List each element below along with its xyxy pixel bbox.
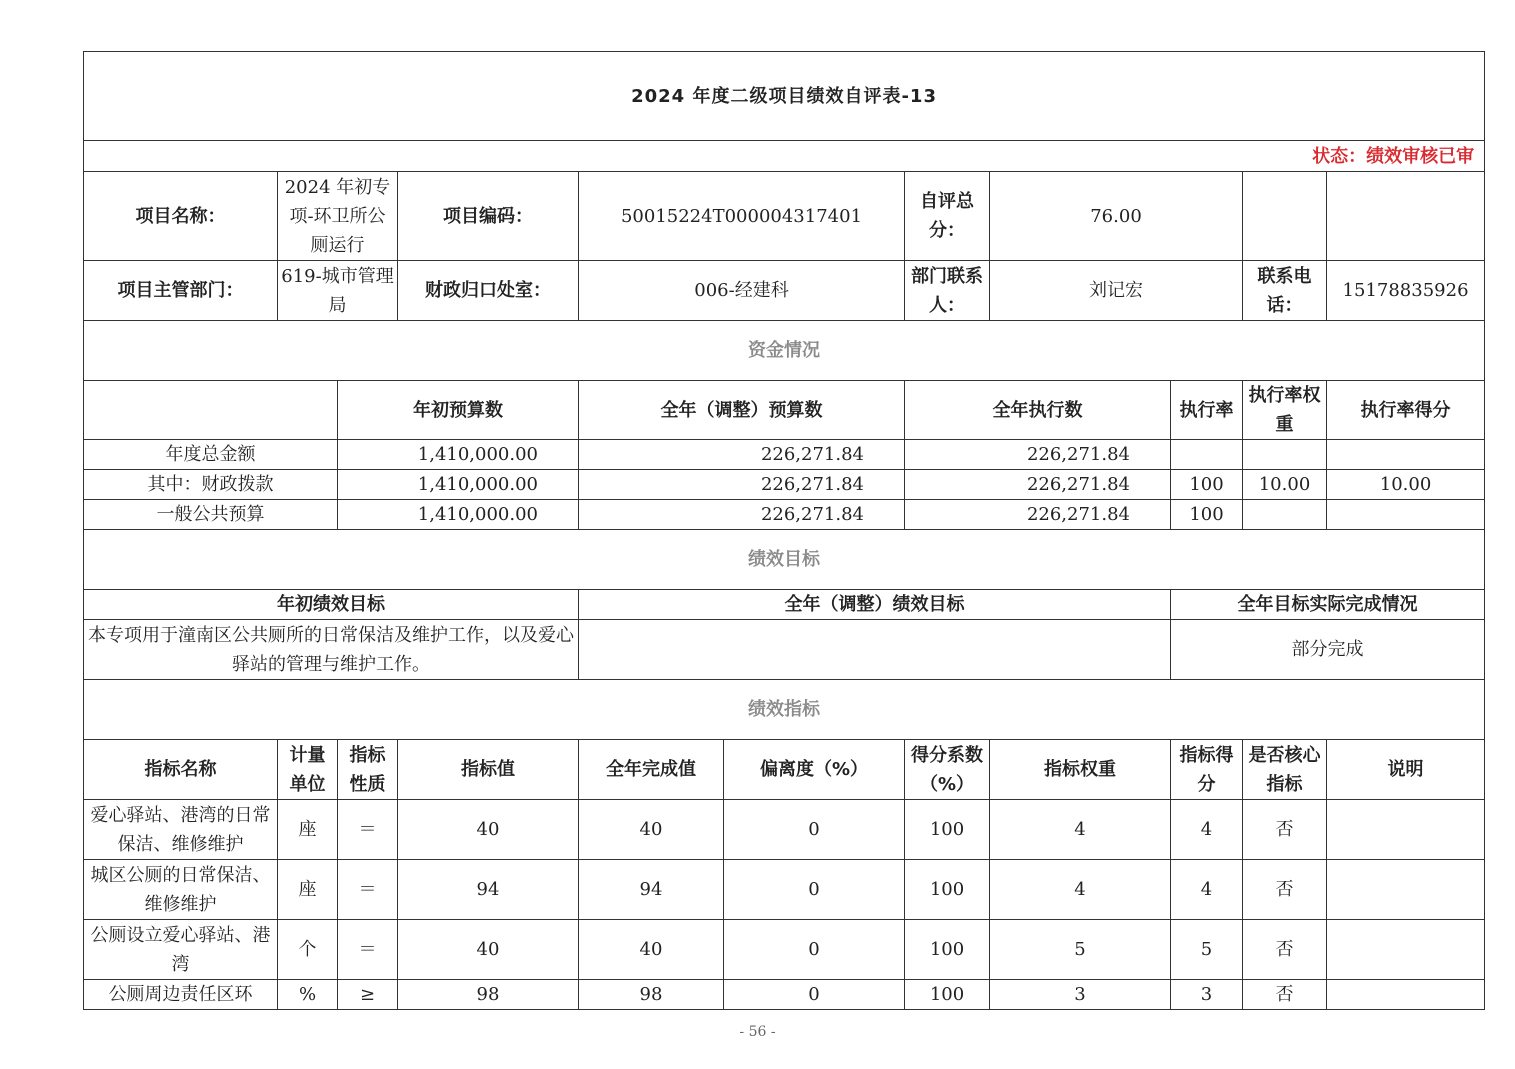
- table-row: [84, 500, 1485, 530]
- table-row: [84, 470, 1485, 500]
- indicator-header: 得分系数（%）: [905, 740, 990, 800]
- indicator-deviation: 0: [724, 800, 905, 860]
- funds-row-label: 一般公共预算: [84, 500, 338, 530]
- indicator-coef: 100: [905, 920, 990, 980]
- table-row: [84, 980, 1485, 1010]
- goals-initial: 本专项用于潼南区公共厕所的日常保洁及维护工作，以及爱心驿站的管理与维护工作。: [84, 620, 579, 680]
- goals-header: 全年目标实际完成情况: [1171, 590, 1485, 620]
- goals-actual: 部分完成: [1171, 620, 1485, 680]
- indicator-core: 否: [1243, 980, 1327, 1010]
- indicator-header: 说明: [1327, 740, 1485, 800]
- funds-rate: 100: [1171, 470, 1243, 500]
- project-name: 2024 年初专项-环卫所公厕运行: [278, 172, 398, 261]
- funds-row-label: 年度总金额: [84, 440, 338, 470]
- contact: 刘记宏: [990, 261, 1243, 321]
- funds-header: 执行率得分: [1327, 381, 1485, 440]
- indicator-nature: ＝: [338, 800, 398, 860]
- self-score: 76.00: [990, 172, 1243, 261]
- indicator-header: 指标名称: [84, 740, 278, 800]
- funds-adjusted: 226,271.84: [579, 440, 905, 470]
- page-number: - 56 -: [739, 1024, 776, 1040]
- indicator-unit: 座: [278, 860, 338, 920]
- finance-office: 006-经建科: [579, 261, 905, 321]
- funds-header: 全年执行数: [905, 381, 1171, 440]
- project-code-label: 项目编码：: [398, 172, 579, 261]
- indicator-actual: 94: [579, 860, 724, 920]
- funds-score: [1327, 500, 1485, 530]
- indicator-name: 公厕设立爱心驿站、港湾: [84, 920, 278, 980]
- indicator-note: [1327, 980, 1485, 1010]
- indicator-note: [1327, 800, 1485, 860]
- table-row: [84, 860, 1485, 920]
- status-text: 状态：绩效审核已审: [84, 141, 1485, 172]
- indicator-header: 计量单位: [278, 740, 338, 800]
- goals-header: 年初绩效目标: [84, 590, 579, 620]
- empty-cell: [1243, 172, 1327, 261]
- empty-cell: [84, 381, 338, 440]
- project-code: 50015224T000004317401: [579, 172, 905, 261]
- funds-initial: 1,410,000.00: [338, 470, 579, 500]
- indicator-header: 是否核心指标: [1243, 740, 1327, 800]
- indicator-nature: ≥: [338, 980, 398, 1010]
- funds-executed: 226,271.84: [905, 440, 1171, 470]
- funds-score: 10.00: [1327, 470, 1485, 500]
- empty-cell: [1327, 172, 1485, 261]
- indicator-core: 否: [1243, 920, 1327, 980]
- indicator-unit: 个: [278, 920, 338, 980]
- indicator-coef: 100: [905, 800, 990, 860]
- indicator-coef: 100: [905, 980, 990, 1010]
- indicator-target: 94: [398, 860, 579, 920]
- project-name-label: 项目名称：: [84, 172, 278, 261]
- goals-header: 全年（调整）绩效目标: [579, 590, 1171, 620]
- funds-initial: 1,410,000.00: [338, 500, 579, 530]
- indicator-name: 爱心驿站、港湾的日常保洁、维修维护: [84, 800, 278, 860]
- indicator-nature: ＝: [338, 860, 398, 920]
- funds-weight: 10.00: [1243, 470, 1327, 500]
- finance-office-label: 财政归口处室：: [398, 261, 579, 321]
- funds-initial: 1,410,000.00: [338, 440, 579, 470]
- table-row: [84, 920, 1485, 980]
- indicator-deviation: 0: [724, 860, 905, 920]
- funds-weight: [1243, 440, 1327, 470]
- indicator-header: 偏离度（%）: [724, 740, 905, 800]
- funds-executed: 226,271.84: [905, 500, 1171, 530]
- indicator-weight: 4: [990, 860, 1171, 920]
- indicator-core: 否: [1243, 860, 1327, 920]
- indicator-header: 指标性质: [338, 740, 398, 800]
- funds-header: 执行率权重: [1243, 381, 1327, 440]
- indicator-score: 3: [1171, 980, 1243, 1010]
- indicator-weight: 3: [990, 980, 1171, 1010]
- funds-rate: 100: [1171, 500, 1243, 530]
- funds-score: [1327, 440, 1485, 470]
- funds-weight: [1243, 500, 1327, 530]
- indicator-header: 指标值: [398, 740, 579, 800]
- phone-label: 联系电话：: [1243, 261, 1327, 321]
- funds-adjusted: 226,271.84: [579, 470, 905, 500]
- indicator-core: 否: [1243, 800, 1327, 860]
- funds-header: 执行率: [1171, 381, 1243, 440]
- goals-section-title: 绩效目标: [84, 530, 1485, 590]
- funds-header: 全年（调整）预算数: [579, 381, 905, 440]
- funds-adjusted: 226,271.84: [579, 500, 905, 530]
- indicator-nature: ＝: [338, 920, 398, 980]
- funds-row-label: 其中：财政拨款: [84, 470, 338, 500]
- indicator-deviation: 0: [724, 920, 905, 980]
- funds-header: 年初预算数: [338, 381, 579, 440]
- contact-label: 部门联系人：: [905, 261, 990, 321]
- indicator-score: 4: [1171, 860, 1243, 920]
- indicator-name: 公厕周边责任区环: [84, 980, 278, 1010]
- indicator-actual: 98: [579, 980, 724, 1010]
- indicator-target: 98: [398, 980, 579, 1010]
- phone: 15178835926: [1327, 261, 1485, 321]
- indicator-weight: 4: [990, 800, 1171, 860]
- indicator-header: 全年完成值: [579, 740, 724, 800]
- indicator-actual: 40: [579, 920, 724, 980]
- goals-adjusted: [579, 620, 1171, 680]
- funds-executed: 226,271.84: [905, 470, 1171, 500]
- indicator-target: 40: [398, 920, 579, 980]
- indicator-target: 40: [398, 800, 579, 860]
- performance-table: [83, 51, 1485, 1010]
- indicator-deviation: 0: [724, 980, 905, 1010]
- indicator-unit: 座: [278, 800, 338, 860]
- indicator-name: 城区公厕的日常保洁、维修维护: [84, 860, 278, 920]
- indicator-header: 指标权重: [990, 740, 1171, 800]
- funds-rate: [1171, 440, 1243, 470]
- dept-label: 项目主管部门：: [84, 261, 278, 321]
- page-title: 2024 年度二级项目绩效自评表-13: [84, 52, 1485, 141]
- indicators-section-title: 绩效指标: [84, 680, 1485, 740]
- self-score-label: 自评总分：: [905, 172, 990, 261]
- table-row: [84, 800, 1485, 860]
- indicator-note: [1327, 860, 1485, 920]
- indicator-weight: 5: [990, 920, 1171, 980]
- indicator-score: 4: [1171, 800, 1243, 860]
- indicator-score: 5: [1171, 920, 1243, 980]
- indicator-unit: %: [278, 980, 338, 1010]
- indicator-coef: 100: [905, 860, 990, 920]
- funds-section-title: 资金情况: [84, 321, 1485, 381]
- table-row: [84, 440, 1485, 470]
- dept: 619-城市管理局: [278, 261, 398, 321]
- indicator-note: [1327, 920, 1485, 980]
- indicator-actual: 40: [579, 800, 724, 860]
- indicator-header: 指标得分: [1171, 740, 1243, 800]
